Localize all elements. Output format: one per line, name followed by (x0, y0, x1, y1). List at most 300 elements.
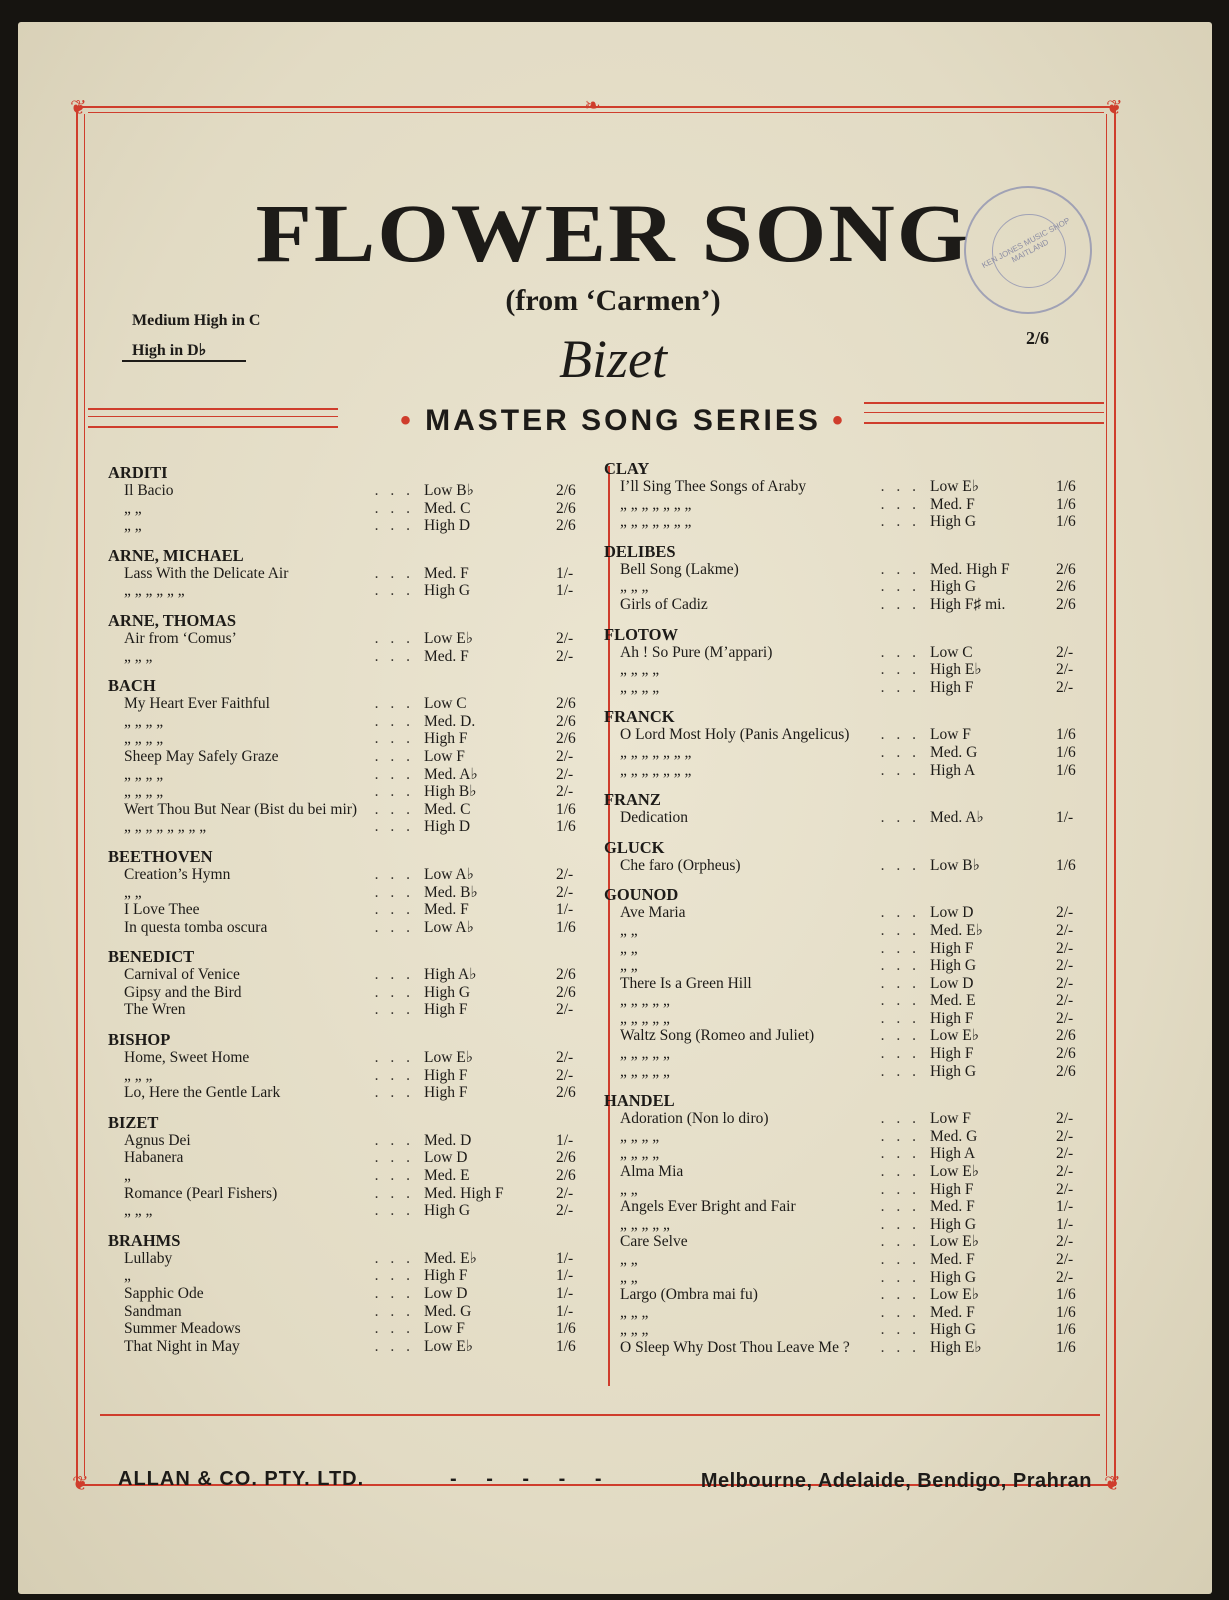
leader-dots: . . . (880, 1233, 920, 1251)
song-row (108, 1250, 598, 1268)
song-row (604, 762, 1094, 780)
song-title: There Is a Green Hill (620, 974, 752, 992)
song-title: „ „ „ (620, 1321, 649, 1339)
song-row (108, 1049, 598, 1067)
ornament-top-right: ❦ (1106, 97, 1123, 119)
leader-dots: . . . (374, 1084, 414, 1102)
composer-heading: HANDEL (604, 1091, 675, 1111)
leader-dots: . . . (880, 1145, 920, 1163)
leader-dots: . . . (880, 1303, 920, 1321)
song-price: 2/6 (1056, 578, 1076, 596)
song-row (108, 766, 598, 784)
song-row (108, 1167, 598, 1185)
voice-key: High F (424, 1267, 468, 1285)
voice-key: High F (930, 1180, 974, 1198)
song-row (604, 578, 1094, 596)
song-price: 1/6 (1056, 726, 1076, 744)
song-price: 2/- (556, 629, 574, 647)
song-price: 2/- (1056, 661, 1074, 679)
ornament-top-left: ❦ (70, 97, 87, 119)
song-title: „ „ „ „ (620, 1127, 660, 1145)
song-price: 1/- (556, 901, 574, 919)
voice-key: Low E♭ (930, 1163, 980, 1181)
leader-dots: . . . (880, 678, 920, 696)
song-price: 1/6 (1056, 478, 1076, 495)
composer-heading: CLAY (604, 459, 650, 478)
song-row (604, 513, 1094, 531)
song-title: „ „ „ „ „ „ „ (620, 743, 692, 761)
song-price: 2/- (1056, 1163, 1074, 1181)
song-price: 2/6 (556, 712, 576, 730)
song-price: 2/6 (556, 966, 576, 984)
page-title: FLOWER SONG (255, 187, 971, 279)
song-title: Gipsy and the Bird (124, 983, 242, 1001)
song-price: 2/- (1056, 957, 1074, 975)
song-title: O Lord Most Holy (Panis Angelicus) (620, 726, 850, 744)
song-price: 2/6 (1056, 1045, 1076, 1063)
song-list-left (108, 464, 598, 1355)
leader-dots: . . . (880, 921, 920, 939)
song-title: „ „ „ „ (124, 712, 164, 730)
song-title: „ „ „ (620, 578, 649, 596)
leader-dots: . . . (374, 747, 414, 765)
song-row (604, 596, 1094, 614)
song-row (604, 1063, 1094, 1081)
leader-dots: . . . (880, 1045, 920, 1063)
voice-key: Low B♭ (930, 856, 980, 874)
leader-dots: . . . (374, 1202, 414, 1220)
ornament-bottom-left: ❦ (72, 1473, 89, 1495)
voice-key: Low E♭ (930, 1233, 980, 1251)
composer-heading: BEETHOVEN (108, 846, 213, 866)
leader-dots: . . . (880, 957, 920, 975)
voice-key: High G (424, 582, 471, 600)
song-title: „ „ „ „ (124, 765, 164, 783)
song-title: Che faro (Orpheus) (620, 856, 741, 874)
leader-dots: . . . (880, 904, 920, 922)
voice-key: Low D (930, 974, 974, 992)
leader-dots: . . . (374, 482, 414, 499)
shop-stamp (964, 186, 1092, 314)
frame-right-line-inner (1106, 114, 1107, 1476)
voice-key: Low E♭ (930, 1027, 980, 1045)
song-list-right (604, 460, 1094, 1357)
song-row (604, 1251, 1094, 1269)
song-row (108, 818, 598, 836)
leader-dots: . . . (880, 578, 920, 596)
leader-dots: . . . (374, 883, 414, 901)
song-row (604, 1286, 1094, 1304)
publisher-name: ALLAN & CO. PTY. LTD. (118, 1468, 365, 1490)
song-price: 2/6 (556, 499, 576, 517)
voice-key: Low E♭ (930, 478, 980, 495)
song-title: Alma Mia (620, 1163, 684, 1181)
voice-key: Med. G (930, 1127, 978, 1145)
song-price: 2/6 (1056, 595, 1076, 613)
song-row (604, 496, 1094, 514)
voice-key: High F (424, 1001, 468, 1019)
voice-key: Med. F (424, 647, 469, 665)
song-title: Air from ‘Comus’ (124, 629, 237, 647)
song-title: „ „ „ (124, 647, 153, 665)
song-row (604, 1163, 1094, 1181)
composer-heading: ARDITI (108, 463, 168, 482)
song-price: 2/- (1056, 992, 1074, 1010)
song-price: 2/- (556, 1066, 574, 1084)
composer-heading: BACH (108, 676, 156, 696)
voice-key: Med. A♭ (930, 809, 984, 827)
song-title: Lass With the Delicate Air (124, 564, 289, 582)
song-price: 1/- (1056, 809, 1074, 827)
composer-heading: BISHOP (108, 1030, 171, 1050)
voice-key: Low D (424, 1285, 468, 1302)
song-row (108, 1285, 598, 1303)
voice-key: Med. F (930, 1251, 975, 1268)
voice-key: Med. High F (424, 1184, 504, 1202)
song-row (108, 1067, 598, 1085)
leader-dots: . . . (374, 1285, 414, 1302)
leader-dots: . . . (880, 661, 920, 679)
song-title: Home, Sweet Home (124, 1049, 250, 1067)
key-medium-high: Medium High in C (132, 312, 261, 329)
song-price: 2/6 (556, 695, 576, 713)
song-row (108, 884, 598, 902)
composer-heading: GLUCK (604, 837, 665, 857)
song-title: „ „ „ „ „ „ „ (620, 761, 692, 779)
song-title: Il Bacio (124, 482, 174, 499)
composer-heading: ARNE, MICHAEL (108, 545, 244, 565)
sheet-music-cover (18, 22, 1212, 1594)
song-price: 1/6 (1056, 1303, 1076, 1321)
song-price: 2/- (556, 1202, 574, 1220)
composer-heading: BENEDICT (108, 947, 195, 967)
voice-key: Med. F (424, 564, 469, 582)
voice-key: High F (424, 730, 468, 748)
song-price: 2/- (556, 783, 574, 801)
song-price: 2/6 (1056, 1062, 1076, 1080)
song-row (108, 966, 598, 984)
song-row (108, 730, 598, 748)
song-title: Angels Ever Bright and Fair (620, 1198, 796, 1216)
leader-dots: . . . (374, 1066, 414, 1084)
voice-key: High A (930, 1145, 976, 1163)
voice-key: Low C (424, 695, 467, 713)
voice-key: Med. A♭ (424, 765, 478, 783)
song-price: 1/6 (1056, 513, 1076, 531)
song-price: 2/6 (556, 1167, 576, 1185)
voice-key: Low D (930, 904, 974, 922)
song-title: „ (124, 1267, 131, 1285)
song-title: „ „ „ „ (620, 678, 660, 696)
frame-left-line-inner (84, 114, 85, 1476)
voice-key: Med. F (930, 495, 975, 513)
song-price: 2/- (1056, 974, 1074, 992)
song-price: 2/6 (556, 730, 576, 748)
leader-dots: . . . (374, 1131, 414, 1149)
voice-key: High F (930, 1009, 974, 1027)
leader-dots: . . . (880, 1110, 920, 1128)
song-price: 2/- (556, 747, 574, 765)
song-price: 1/6 (1056, 761, 1076, 779)
song-title: Dedication (620, 809, 689, 827)
voice-key: High F (424, 1066, 468, 1084)
publisher-cities: Melbourne, Adelaide, Bendigo, Prahran (700, 1470, 1092, 1492)
leader-dots: . . . (880, 1163, 920, 1181)
song-row (108, 1185, 598, 1203)
song-title: I’ll Sing Thee Songs of Araby (620, 478, 807, 495)
song-price: 2/- (1056, 1268, 1074, 1286)
song-price: 2/- (1056, 1127, 1074, 1145)
song-price: 2/- (1056, 1110, 1074, 1128)
song-price: 1/- (556, 564, 574, 582)
song-price: 2/- (1056, 1145, 1074, 1163)
leader-dots: . . . (880, 595, 920, 613)
song-row (604, 726, 1094, 744)
ornament-top-center: ❧ (584, 95, 601, 117)
song-title: In questa tomba oscura (124, 918, 268, 936)
voice-key: Low F (424, 1320, 465, 1338)
key-high: High in D♭ (132, 342, 207, 359)
voice-key: Low E♭ (930, 1286, 980, 1304)
voice-key: High G (930, 513, 977, 531)
song-row (108, 713, 598, 731)
leader-dots: . . . (880, 1009, 920, 1027)
voice-key: High E♭ (930, 661, 982, 679)
series-dot-left: • (400, 404, 426, 437)
voice-key: High D (424, 517, 471, 535)
song-price: 2/6 (556, 983, 576, 1001)
composer-heading: FLOTOW (604, 624, 678, 644)
voice-key: Med. G (930, 743, 978, 761)
song-row (108, 517, 598, 535)
song-price: 2/- (1056, 904, 1074, 922)
song-title: „ „ „ „ (124, 730, 164, 748)
voice-key: Low F (424, 747, 465, 765)
song-title: Sandman (124, 1302, 182, 1320)
voice-key: Low E♭ (424, 1337, 474, 1355)
voice-key: Med. High F (930, 560, 1010, 578)
song-title: „ „ (620, 1251, 638, 1268)
leader-dots: . . . (374, 629, 414, 647)
song-title: „ „ (620, 1180, 638, 1198)
leader-dots: . . . (880, 643, 920, 661)
voice-key: Med. F (930, 1198, 975, 1216)
song-row (108, 1320, 598, 1338)
song-title: „ „ „ „ „ „ „ „ (124, 818, 207, 836)
leader-dots: . . . (880, 1268, 920, 1286)
song-title: „ „ (124, 883, 142, 901)
leader-dots: . . . (374, 966, 414, 984)
song-title: „ „ „ „ „ „ „ (620, 495, 692, 513)
song-price: 2/- (1056, 1251, 1074, 1268)
composer-name: Bizet (559, 329, 667, 389)
voice-key: Low D (424, 1149, 468, 1167)
song-price: 2/- (556, 883, 574, 901)
voice-key: High G (424, 1202, 471, 1220)
song-price: 2/6 (1056, 560, 1076, 578)
song-title: Girls of Cadiz (620, 595, 708, 613)
leader-dots: . . . (374, 918, 414, 936)
song-title: Adoration (Non lo diro) (620, 1110, 769, 1128)
song-title: „ „ „ (124, 1066, 153, 1084)
song-row (108, 695, 598, 713)
leader-dots: . . . (374, 800, 414, 818)
voice-key: Med. D. (424, 712, 476, 730)
leader-dots: . . . (880, 1215, 920, 1233)
song-title: Ave Maria (620, 904, 686, 922)
stamp-text: KEN JONES MUSIC SHOP MAITLAND (980, 215, 1072, 271)
song-title: „ „ „ „ „ (620, 1215, 670, 1233)
song-price: 1/6 (556, 1337, 576, 1355)
song-row (108, 1084, 598, 1102)
key-underline (122, 360, 246, 362)
voice-key: Low A♭ (424, 918, 474, 936)
song-row (108, 565, 598, 583)
song-title: „ „ „ (620, 1303, 649, 1321)
voice-key: Med. B♭ (424, 883, 478, 901)
voice-key: Med. G (424, 1302, 472, 1320)
leader-dots: . . . (374, 517, 414, 535)
leader-dots: . . . (880, 1321, 920, 1339)
song-price: 1/- (556, 1302, 574, 1320)
voice-key: High F (424, 1084, 468, 1102)
song-row (108, 500, 598, 518)
leader-dots: . . . (880, 1062, 920, 1080)
composer-heading: GOUNOD (604, 885, 679, 905)
song-title: Bell Song (Lakme) (620, 560, 739, 578)
song-price: 1/- (556, 1285, 574, 1302)
song-row (108, 783, 598, 801)
song-title: „ „ „ „ „ (620, 1062, 670, 1080)
leader-dots: . . . (374, 1001, 414, 1019)
song-row (108, 901, 598, 919)
leader-dots: . . . (880, 495, 920, 513)
song-title: „ „ „ „ (620, 661, 660, 679)
song-row (108, 1001, 598, 1019)
song-price: 2/- (1056, 643, 1074, 661)
song-price: 2/- (1056, 1233, 1074, 1251)
song-row (604, 975, 1094, 993)
song-row (108, 482, 598, 500)
leader-dots: . . . (374, 1267, 414, 1285)
voice-key: Med. F (930, 1303, 975, 1321)
song-row (604, 1128, 1094, 1146)
leader-dots: . . . (880, 761, 920, 779)
voice-key: Med. C (424, 800, 471, 818)
song-price: 2/6 (556, 1084, 576, 1102)
song-row (604, 992, 1094, 1010)
song-price: 2/- (556, 765, 574, 783)
song-price: 2/- (556, 647, 574, 665)
song-title: „ „ (620, 1268, 638, 1286)
song-row (604, 809, 1094, 827)
song-row (604, 1010, 1094, 1028)
leader-dots: . . . (880, 513, 920, 531)
song-row (604, 1216, 1094, 1234)
song-row (108, 582, 598, 600)
song-title: Sapphic Ode (124, 1285, 204, 1302)
song-price: 2/- (1056, 678, 1074, 696)
leader-dots: . . . (880, 1198, 920, 1216)
leader-dots: . . . (880, 1338, 920, 1356)
leader-dots: . . . (374, 1302, 414, 1320)
leader-dots: . . . (880, 1180, 920, 1198)
song-row (604, 857, 1094, 875)
leader-dots: . . . (374, 901, 414, 919)
song-row (108, 1132, 598, 1150)
song-row (604, 1198, 1094, 1216)
leader-dots: . . . (880, 478, 920, 495)
leader-dots: . . . (374, 582, 414, 600)
leader-dots: . . . (374, 1320, 414, 1338)
composer-heading: DELIBES (604, 541, 676, 561)
song-price: 2/- (1056, 1009, 1074, 1027)
song-price: 1/6 (1056, 856, 1076, 874)
song-row (604, 940, 1094, 958)
song-price: 1/- (1056, 1198, 1074, 1216)
leader-dots: . . . (374, 647, 414, 665)
leader-dots: . . . (374, 695, 414, 713)
song-price: 1/6 (556, 800, 576, 818)
voice-key: High D (424, 818, 471, 836)
voice-key: Low B♭ (424, 482, 474, 499)
song-price: 2/- (1056, 921, 1074, 939)
song-price: 2/- (1056, 939, 1074, 957)
leader-dots: . . . (374, 499, 414, 517)
subtitle: (from ‘Carmen’) (505, 284, 721, 317)
leader-dots: . . . (880, 992, 920, 1010)
song-title: Care Selve (620, 1233, 688, 1251)
song-price: 2/6 (556, 1149, 576, 1167)
song-title: „ „ „ „ „ (620, 992, 670, 1010)
voice-key: Low F (930, 726, 971, 744)
leader-dots: . . . (880, 1127, 920, 1145)
song-title: „ „ „ „ „ „ „ (620, 513, 692, 531)
song-price: 2/- (556, 1184, 574, 1202)
leader-dots: . . . (374, 1337, 414, 1355)
song-title: Waltz Song (Romeo and Juliet) (620, 1027, 815, 1045)
footer-top-line (100, 1414, 1100, 1416)
song-price: 1/- (556, 582, 574, 600)
song-price: 1/6 (1056, 1286, 1076, 1304)
song-row (604, 1304, 1094, 1322)
song-title: Carnival of Venice (124, 966, 240, 984)
voice-key: Med. F (424, 901, 469, 919)
leader-dots: . . . (374, 1249, 414, 1267)
song-title: My Heart Ever Faithful (124, 695, 270, 713)
leader-dots: . . . (374, 765, 414, 783)
voice-key: Low A♭ (424, 865, 474, 883)
footer-dashes: - - - - - (450, 1468, 614, 1490)
song-title: „ „ „ „ „ „ (124, 582, 185, 600)
voice-key: High B♭ (424, 783, 477, 801)
song-title: Largo (Ombra mai fu) (620, 1286, 758, 1304)
song-row (604, 644, 1094, 662)
song-row (604, 679, 1094, 697)
voice-key: High G (930, 957, 977, 975)
song-row (108, 648, 598, 666)
song-price: 1/6 (556, 1320, 576, 1338)
song-price: 2/- (556, 1049, 574, 1067)
song-row (604, 1269, 1094, 1287)
song-row (604, 957, 1094, 975)
voice-key: Med. E♭ (424, 1249, 477, 1267)
song-title: „ „ „ „ „ (620, 1045, 670, 1063)
leader-dots: . . . (374, 865, 414, 883)
leader-dots: . . . (880, 1286, 920, 1304)
song-title: That Night in May (124, 1337, 240, 1355)
song-row (604, 561, 1094, 579)
